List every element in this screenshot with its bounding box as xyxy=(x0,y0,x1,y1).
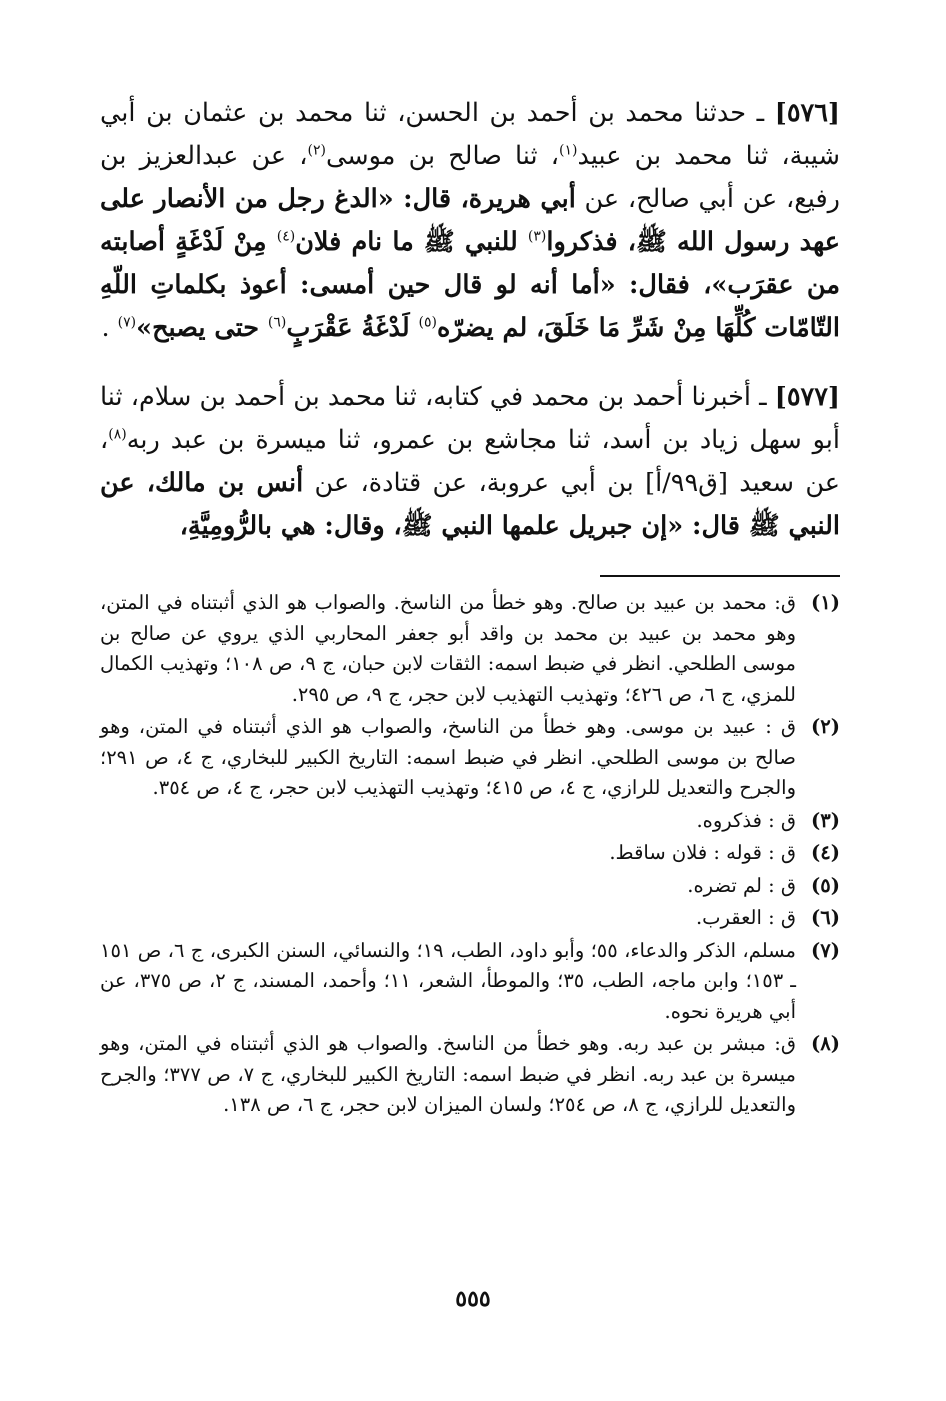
footnote-item xyxy=(100,1029,840,1121)
footnote-text: ق: مبشر بن عبد ربه. وهو خطأ من الناسخ. والصواب هو الذي أثبتناه في المتن، وهو ميسرة بن عبد ربه. انظر في ضبط اسمه: التاريخ الكبير للبخاري، ج ٧، ص ٣٧٧؛ والجرح والتعديل للرازي، ج ٨، ص ٢٥٤؛ ولسان الميزان لابن حجر، ج ٦، ص ١٣٨. xyxy=(100,1032,796,1116)
footnote-ref[interactable]: (٥) xyxy=(418,314,437,331)
footnote-text: مسلم، الذكر والدعاء، ٥٥؛ وأبو داود، الطب، ١٩؛ والنسائي، السنن الكبرى، ج ٦، ص ١٥١ ـ ١٥٣؛ وابن ماجه، الطب، ٣٥؛ والموطأ، الشعر، ١١؛ وأحمد، المسند، ج ٢، ص ٣٧٥، عن أبي هريرة نحوه. xyxy=(100,938,797,1023)
hadith-number: [٥٧٦] xyxy=(774,98,840,128)
hadith-matn: لَدْغَةُ عَقْرَبٍ xyxy=(286,313,419,343)
footnote-item xyxy=(100,838,840,869)
footnote-text: ق: محمد بن عبيد بن صالح. وهو خطأ من الناسخ. والصواب هو الذي أثبتناه في المتن، وهو محمد بن عبيد بن محمد بن واقد أبو جعفر المحاربي الذي يروي عن صالح بن موسى الطلحي. انظر في ضبط اسمه: الثقات لابن حبان، ج ٩، ص ١٠٨؛ وتهذيب الكمال للمزي، ج ٦، ص ٤٢٦؛ وتهذيب التهذيب لابن حجر، ج ٩، ص ٢٩٥. xyxy=(100,591,796,706)
page-number: ٥٥٥ xyxy=(455,1286,491,1312)
hadith-text: ، عن عبدالعزيز بن رفيع، عن أبي صالح، عن xyxy=(100,141,840,214)
hadith-matn: أنس بن مالك، عن النبي ﷺ قال: «إن جبريل علمها النبي ﷺ، وقال: هي بالرُّومِيَّةِ، xyxy=(100,468,840,541)
footnote-item xyxy=(100,871,840,902)
footnote-ref[interactable]: (٨) xyxy=(108,426,127,443)
footnote-item xyxy=(100,806,840,837)
footnote-number: (٦) xyxy=(811,906,840,929)
hadith-text: ـ أخبرنا أحمد بن محمد في كتابه، ثنا محمد بن أحمد بن سلام، ثنا أبو سهل زياد بن أسد، ثنا مجاشع بن عمرو، ثنا ميسرة بن عبد ربه xyxy=(100,382,840,455)
hadith-matn: للنبي ﷺ ما نام فلان xyxy=(295,227,528,257)
footnote-ref[interactable]: (١) xyxy=(558,142,578,159)
footnote-text: ق : قوله : فلان ساقط. xyxy=(609,841,796,864)
footnote-ref[interactable]: (٢) xyxy=(307,142,326,159)
footnote-text: ق : لم تضره. xyxy=(687,873,796,897)
hadith-number: [٥٧٧] xyxy=(774,382,840,412)
footnote-number: (٨) xyxy=(811,1032,840,1055)
footnotes-list xyxy=(100,588,840,1123)
hadith-matn: مِنْ لَدْغَةٍ أصابته من عقرَب»، فقال: «أما أنه لو قال حين أمسى: أعوذ بكلماتِ اللّهِ التّامّات كُلِّهَا مِنْ شَرِّ مَا خَلَقَ، لم يضرّه xyxy=(100,227,840,343)
hadith-text: ، عن سعيد [ق٩٩/أ] بن أبي عروبة، عن قتادة، عن xyxy=(100,425,840,498)
hadith-text: ـ حدثنا محمد بن أحمد بن الحسن، ثنا محمد بن عثمان بن أبي شيبة، ثنا محمد بن عبيد xyxy=(100,98,840,171)
footnote-number: (١) xyxy=(811,591,840,614)
footnote-number: (٥) xyxy=(811,873,840,897)
footnote-item xyxy=(100,903,840,934)
footnote-ref[interactable]: (٤) xyxy=(276,228,296,245)
footnote-item xyxy=(100,712,840,804)
footnote-ref[interactable]: (٣) xyxy=(527,228,547,245)
footnote-text: ق : فذكروه. xyxy=(696,808,796,832)
hadith-text: . xyxy=(101,313,118,343)
footnote-item xyxy=(100,936,840,1028)
footnote-text: ق : العقرب. xyxy=(695,906,796,929)
footnote-item xyxy=(100,588,840,710)
footnote-number: (٧) xyxy=(811,938,840,962)
footnote-text: ق : عبيد بن موسى. وهو خطأ من الناسخ، والصواب هو الذي أثبتناه في المتن، وهو صالح بن موسى الطلحي. انظر في ضبط اسمه: التاريخ الكبير للبخاري، ج ٤، ص ٢٩١؛ والجرح والتعديل للرازي، ج ٤، ص ٤١٥؛ وتهذيب التهذيب لابن حجر، ج ٤، ص ٣٥٤. xyxy=(100,715,796,799)
footnote-number: (٣) xyxy=(811,808,840,832)
hadith-matn: أبي هريرة، قال: «الدغ رجل من الأنصار على عهد رسول الله ﷺ، فذكروا xyxy=(100,184,840,257)
hadith-matn: حتى يصبح» xyxy=(136,313,268,343)
hadith-text: ، ثنا صالح بن موسى xyxy=(325,141,559,171)
footnote-ref[interactable]: (٧) xyxy=(117,314,137,331)
footnote-divider xyxy=(600,575,840,577)
footnote-number: (٢) xyxy=(811,715,840,738)
footnote-ref[interactable]: (٦) xyxy=(267,314,287,331)
hadith-576-paragraph xyxy=(100,92,840,350)
footnote-number: (٤) xyxy=(811,841,840,864)
hadith-577-paragraph xyxy=(100,376,840,548)
